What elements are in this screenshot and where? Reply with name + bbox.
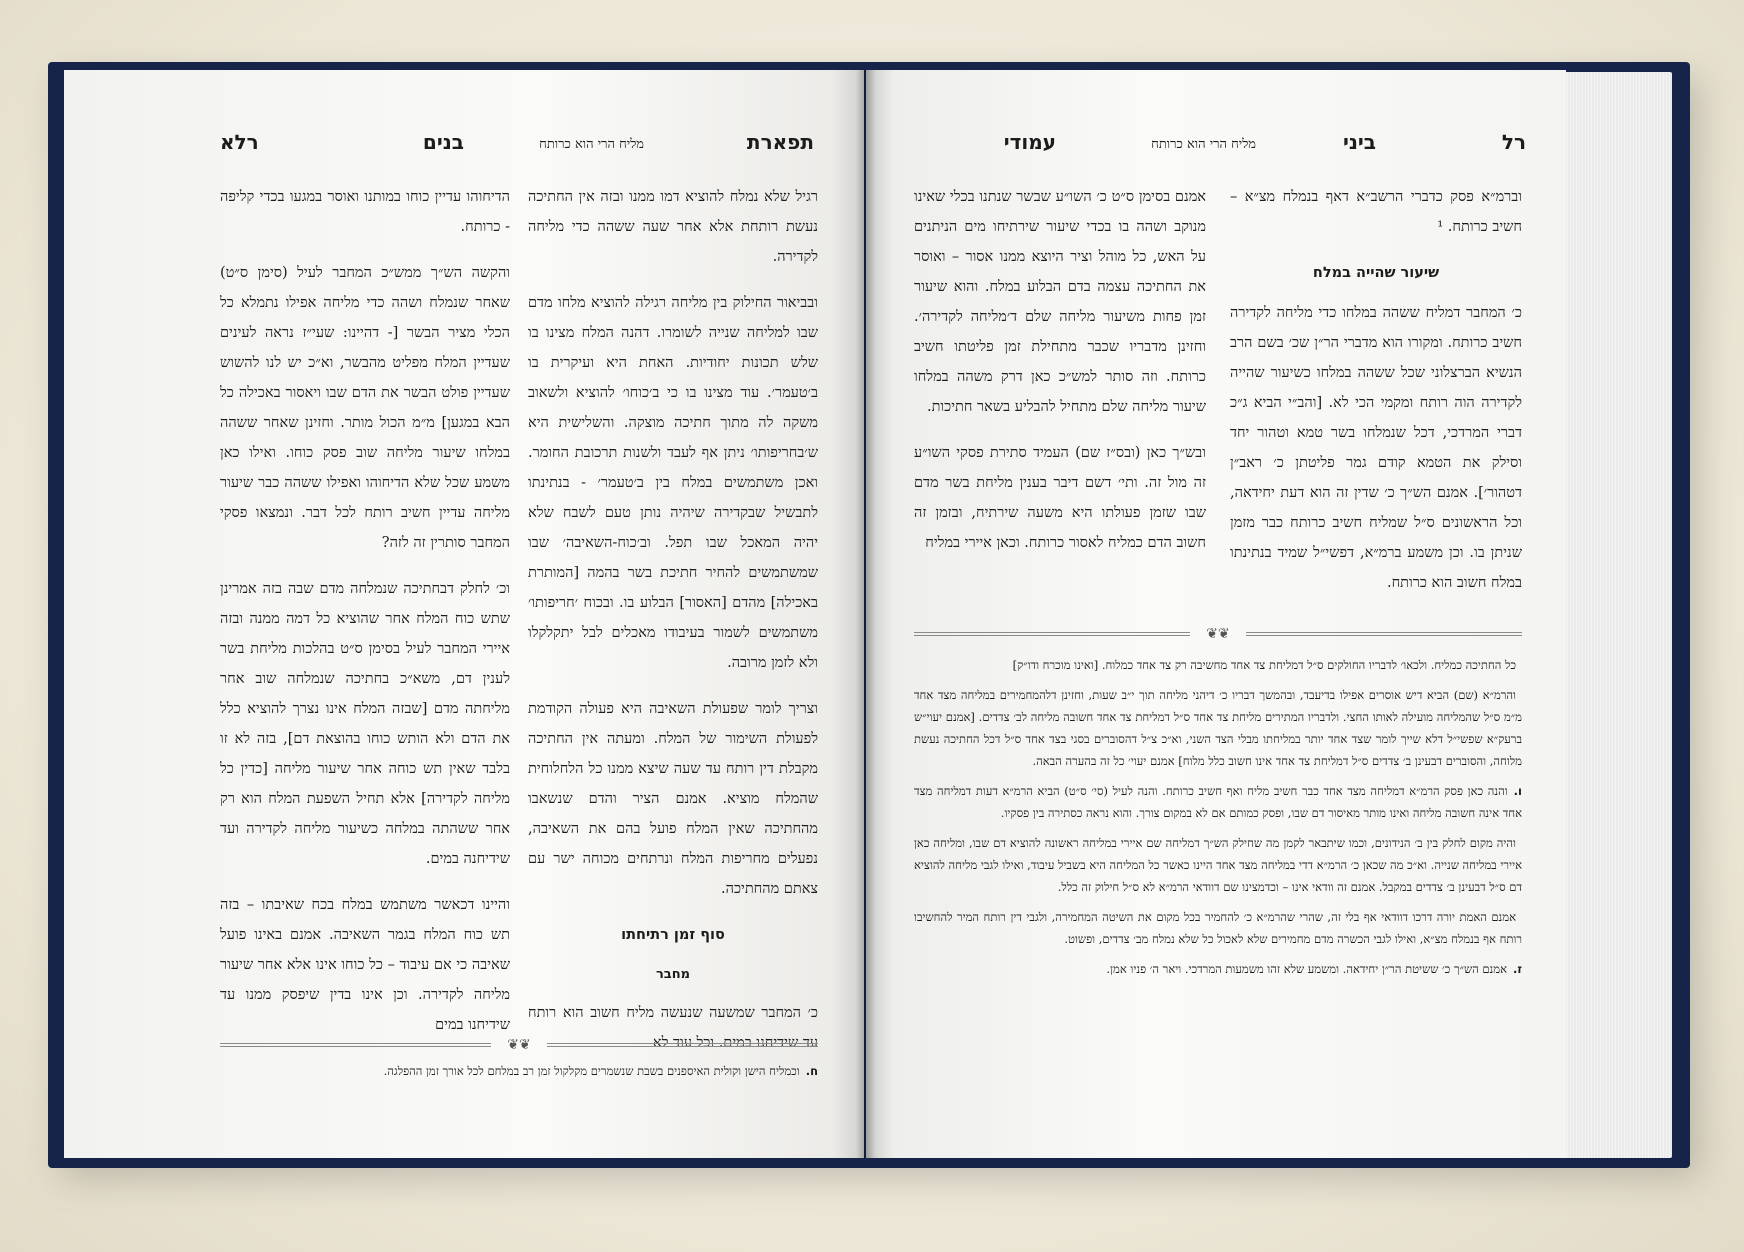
left-page-number: רלא: [220, 130, 259, 154]
paragraph: והיינו דכאשר משתמש במלח בכח שאיבתו – בזה תש כוח המלח בגמר השאיבה. אמנם באינו פועל שאיבה כי אם עיבוד – כל כוחו אינו אלא אחר שיעור מליחה לקדירה. וכן אינו בדין שיפסק ממנו עד שידיחנו במים: [220, 897, 510, 1033]
left-page-header: [64, 130, 864, 160]
paragraph: הדיחוהו עדיין כוחו במותנו ואוסר במגעו בכדי קליפה - כרותח.: [220, 189, 510, 235]
paragraph: אמנם בסימן ס״ט כ׳ השו״ע שבשר שנתנו בכלי שאינו מנוקב ושהה בו בכדי שיעור שירתיחו מים הניתנים על האש, כל מוהל וציר היוצא ממנו אסור – ואוסר את החתיכה עצמה בדם הבלוע במלח. והוא שיעור זמן פחות משיעור מליחה שלם ד׳מליחה לקדירה׳. וחזינן מדבריו שכבר מתחילת זמן פליטתו חשיב כרותח. וזה סותר למש״כ כאן דרק משהה במלחו שיעור מליחה שלם מתחיל להבליע בשאר חתיכות.: [914, 189, 1206, 415]
paragraph: וברמ״א פסק כדברי הרשב״א דאף בנמלח מצ״א – חשיב כרותח. ¹: [1230, 189, 1522, 235]
right-page-right-word: ביני: [1342, 130, 1376, 154]
paragraph: וכ׳ לחלק דבחתיכה שנמלחה מדם שבה בזה אמרינן שתש כוח המלח אחר שהוציא כל דמה ממנה ובזה איירי המחבר לעיל בסימן ס״ט בהלכות מליחת בשר לענין דם, משא״כ בחתיכה שנמלחה שוב אחר מליחתה מדם [שבזה המלח אינו נצרך להוציא כלל את הדם ולא הותש כוחו בהוצאת דם], בזה לא זו בלבד שאין תש כוחה אחר שיעור מליחה [כדין כל מליחה לקדירה] אלא תחיל השפעת המלח הוא רק אחר ששהתה במלחה כשיעור מליחה לקדירה ועד שידיחנה במים.: [220, 581, 510, 867]
footnote: ו.והנה כאן פסק הרמ״א דמליחה מצד אחד כבר חשיב מליח ואף חשיב כרותח. והנה לעיל (סי׳ ס״ט) הביא הרמ״א דעות דמליחה מצד אחד אינה חשובה מליחה ואינו מותר מאיסור דם שבו, ופסק כמותם אם לא במקום צורך. והוא נראה כסתירה בין פסקיו.: [914, 784, 1522, 820]
book-gutter: [856, 70, 876, 1158]
footnote: והרמ״א (שם) הביא דיש אוסרים אפילו בדיעבד, ובהמשך דבריו כ׳ דיהני מליחה תוך י״ב שעות, וחזינן דלהמחמירים במליחה מצד אחד מ״מ ס״ל שהמליחה מועילה לאותו החצי. ולדבריו המתירים מליחת צד אחד ס״ל דמליחת צד אחד חשובה מליחה לב׳ צדדים. [אמנם יעוי״ש ברעק״א שפשי״ל דלא שייך לומר שצד אחד יותר במליחתו מבלי הצד השני, וא״כ צ״ל דהסוברים בסגי בצד אחד ס״ל דכל החתיכה נעשת מלוחה, והסוברים דבעינן ב׳ צדדים ס״ל דמליחת צד אחד אינו חשוב כלל מלוח] אמנם יעוי׳ כל זה בהערה הבאה.: [914, 688, 1522, 768]
left-page-running-title: מליח הרי הוא כרותח: [539, 137, 644, 152]
footnote: כל החתיכה כמליח. ולכאו׳ לדבריו החולקים ס״ל דמליחת צד אחד מחשיבה רק צד אחד כמלוח. [ואינו מוכרח ודו״ק]: [1012, 658, 1516, 672]
ornament-icon: ❦❦: [507, 1037, 531, 1053]
footnote-text: וכמליח הישן וקולית האיספנים בשבת שנשמרים מקלקול זמן רב במלחם לכל אורך זמן ההפלגה.: [383, 1064, 800, 1078]
left-page-right-column: [528, 182, 818, 1074]
section-subtitle: מחבר: [655, 967, 691, 982]
left-page-left-word: בנים: [422, 130, 464, 154]
footnote-number: ח.: [805, 1064, 818, 1078]
paragraph: וצריך לומר שפעולת השאיבה היא פעולה הקודמת לפעולת השימור של המלח. ומעתה אין החתיכה מקבלת דין רותח עד שעה שיצא ממנו כל הלחלוחית שהמלח מוציא. אמנם הציר והדם שנשאבו מהחתיכה שאין המלח פועל בהם את השאיבה, נפעלים מחריפות המלח ונרתחים מכוחה ישר עם צאתם מהחתיכה.: [528, 701, 818, 897]
left-page-right-word: תפארת: [746, 130, 814, 154]
right-page-number: רל: [1501, 130, 1526, 154]
paragraph: והקשה הש״ך ממש״כ המחבר לעיל (סימן ס״ט) שאחר שנמלח ושהה כדי מליחה אפילו נתמלא כל הכלי מציר הבשר [- דהיינו: שעי״ז נראה לעינים שעדיין המלח מפליט מהבשר, וא״כ יש לנו להשוש שעדיין פולט הבשר את הדם שבו ויאסור באכילה כל הבא במגען] מ״מ הכול מותר. וחזינן שאחר ששהה במלחו שיעור מליחה שוב פסק כוחו. ואילו כאן משמע שכל שלא הדיחוהו ואפילו ששהה כבר שיעור מליחה עדיין חשיב רותח לכל דבר. ונמצאו פסקי המחבר סותרין זה לזה?: [220, 265, 510, 551]
right-page-divider: [914, 627, 1522, 641]
left-page-divider: [220, 1038, 818, 1052]
paragraph: ובש״ך כאן (ובס״ז שם) העמיד סתירת פסקי השו״ע זה מול זה. ותי׳ דשם דיבר בענין מליחת בשר מדם שבו שזמן פעולתו היא משעה שירתיח, ובזמן זה חשוב הדם כמליח לאסור כרותח. וכאן איירי במליח: [914, 445, 1206, 551]
section-title: סוף זמן רתיחתו: [621, 927, 725, 943]
page-edges: [1560, 72, 1672, 1158]
footnote: ז.אמנם הש״ך כ׳ ששיטת הר״ן יחידאה. ומשמע שלא זהו משמעות המרדכי. ויאר ה׳ פניו אמן.: [1106, 962, 1522, 976]
left-page-left-column: [220, 182, 510, 1056]
right-page-header: [866, 130, 1566, 160]
right-page-footnotes: [914, 654, 1522, 988]
paragraph: ובביאור החילוק בין מליחה רגילה להוציא מלחו מדם שבו למליחה שנייה לשומרו. דהנה המלח מצינו בו שלש תכונות יחודיות. האחת היא ועיקרית בו ב׳טעמר׳. עוד מצינו בו כי ב׳כוחו׳ להוציא ולשאוב משקה לה מתוך חתיכה מוצקה. והשלישית היא ש׳בחריפותו׳ ניתן אף לעבד ולשנות תרכובת החומר. ואכן משתמשים במלח בין ב׳טעמר׳ - בנתינתו לתבשיל שבקדירה שיהיה נותן טעם לשבח שלא יהיה המאכל שבו תפל. וב׳כוח-השאיבה׳ שבו שמשתמשים להחיר חתיכת בשר בהמה [המותרת באכילה] מהדם [האסור] הבלוע בו. ובכוח ׳חריפותו׳ משתמשים לשמור בעיבודו מאכלים לבל יתקלקלו ולא לזמן מרובה.: [528, 295, 818, 671]
ornament-icon: ❦❦: [1206, 626, 1230, 642]
left-page-footnotes: [220, 1060, 818, 1090]
footnote: והיה מקום לחלק בין ב׳ הנידונים, וכמו שיתבאר לקמן מה שחילק הש״ך דמליחה שם איירי במליחה ראשונה להוציא דם שבו, ומליחה כאן איירי במליחה שנייה. וא״כ מה שכאן כ׳ הרמ״א דדי במליחה מצד אחד היינו כאשר כל המליחה היא בשביל עיבוד, ואילו לגבי מליחה להוציא דם ס״ל דבעינן ב׳ צדדים במקבל. אמנם זה וודאי אינו – וכדמצינו שם דוודאי הרמ״א לא ס״ל חילוק זה כלל.: [914, 836, 1522, 894]
section-title: שיעור שהייה במלח: [1312, 265, 1440, 281]
right-page-right-column: [1230, 182, 1522, 614]
right-page-running-title: מליח הרי הוא כרותח: [1151, 137, 1256, 152]
paragraph: כ׳ המחבר שמשעה שנעשה מליח חשוב הוא רותח עד שידיחנו במים. וכל עוד לא: [528, 1005, 818, 1051]
paragraph: רגיל שלא נמלח להוציא דמו ממנו ובזה אין החתיכה נעשת רותחת אלא אחר שעה ששהה כדי מליחה לקדירה.: [528, 189, 818, 265]
paragraph: כ׳ המחבר דמליח ששהה במלחו כדי מליחה לקדירה חשיב כרותח. ומקורו הוא מדברי הר״ן שכ׳ בשם הרב הנשיא הברצלוני שכל ששהה במלחו כשיעור שהייה לקדירה הוה רותח ומקמי הכי לא. [והב״י הביא ג״כ דברי המרדכי, דכל שנמלחו בשר טמא וטהור יחד וסילק את הטמא קודם גמר פליטתן כ׳ ראב״ן דטהור׳]. אמנם הש״ך כ׳ שדין זה הוא דעת יחידאה, וכל הראשונים ס״ל שמליח חשיב כרותח כבר מזמן שניתן בו. וכן משמע ברמ״א, דפשי״ל שמיד בנתינתו במלח חשוב הוא כרותח.: [1230, 305, 1522, 591]
right-page-left-word: עמודי: [1003, 130, 1056, 154]
footnote: אמנם האמת יורה דרכו דוודאי אף בלי זה, שהרי שהרמ״א כ׳ להחמיר בכל מקום את השיטה המחמירה, ולגבי דין רותח המיר להחשיבו רותח אף בנמלח מצ״א, ואילו לגבי הכשרה מדם מחמירים שלא לאכול כל שלא נמלח מב׳ צדדים, ופשוט.: [914, 910, 1522, 946]
right-page-left-column: [914, 182, 1206, 574]
